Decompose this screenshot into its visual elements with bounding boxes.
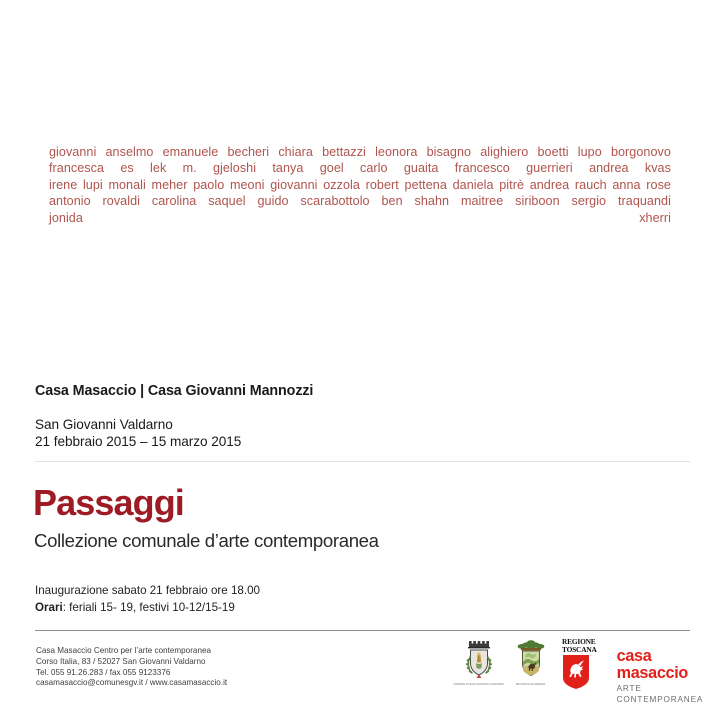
provincia-crest-icon bbox=[509, 638, 553, 682]
venue-location-block bbox=[35, 417, 241, 450]
artist-name: antonio rovaldi bbox=[49, 194, 140, 209]
artist-name: carlo guaita bbox=[360, 161, 439, 176]
hours-info bbox=[35, 599, 260, 616]
venue-city: San Giovanni Valdarno bbox=[35, 417, 173, 432]
artist-name: francesca es bbox=[49, 161, 134, 176]
artist-name: lek m. gjeloshi bbox=[150, 161, 257, 176]
divider-lower bbox=[35, 630, 690, 631]
casa-masaccio-wordmark: casa masaccio bbox=[616, 647, 689, 682]
hours-label: Orari bbox=[35, 601, 63, 614]
hours-value: : feriali 15- 19, festivi 10-12/15-19 bbox=[62, 601, 235, 614]
casa-masaccio-tagline: ARTE CONTEMPORANEA bbox=[616, 684, 704, 704]
contact-address: Corso Italia, 83 / 52027 San Giovanni Valdarno bbox=[36, 656, 206, 666]
venue-title: Casa Masaccio | Casa Giovanni Mannozzi bbox=[35, 383, 314, 399]
artist-name: andrea kvas bbox=[589, 161, 671, 176]
provincia-logo-caption: PROVINCIA DI AREZZO bbox=[516, 683, 546, 686]
artist-name: emanuele becheri bbox=[162, 145, 270, 159]
divider-upper bbox=[35, 461, 690, 462]
regione-toscana-line1: REGIONE bbox=[562, 637, 596, 646]
artist-name: sergio traquandi bbox=[571, 194, 671, 209]
artist-name: maitree siriboon bbox=[460, 194, 560, 209]
visit-info-block bbox=[35, 582, 260, 616]
comune-logo-caption: COMUNE DI SAN GIOVANNI VALDARNO bbox=[453, 683, 505, 686]
regione-toscana-line2: TOSCANA bbox=[562, 644, 597, 654]
comune-logo bbox=[453, 638, 505, 686]
artist-name: anna rose bbox=[612, 177, 671, 192]
exhibition-dates: 21 febbraio 2015 – 15 marzo 2015 bbox=[35, 433, 242, 449]
opening-info: Inaugurazione sabato 21 febbraio ore 18.00 bbox=[35, 584, 260, 597]
contact-phone: Tel. 055 91.26.283 / fax 055 9123376 bbox=[36, 667, 171, 677]
artist-name: giovanni anselmo bbox=[49, 145, 154, 159]
regione-toscana-logo bbox=[562, 638, 602, 690]
artist-name: tanya goel bbox=[272, 161, 344, 176]
artist-name: robert pettena bbox=[365, 177, 447, 192]
artist-name: alighiero boetti bbox=[480, 145, 569, 159]
artist-name: paolo meoni bbox=[193, 177, 265, 192]
artist-name: jonida xherri bbox=[49, 210, 671, 225]
casa-masaccio-logo bbox=[617, 638, 720, 705]
artist-name: andrea rauch bbox=[529, 177, 607, 192]
exhibition-title: Passaggi bbox=[33, 482, 184, 523]
artist-name: chiara bettazzi bbox=[278, 145, 366, 159]
pegasus-shield-icon bbox=[562, 654, 590, 690]
exhibition-subtitle: Collezione comunale d’arte contemporanea bbox=[34, 530, 379, 551]
artist-name: irene lupi monali meher bbox=[49, 177, 188, 192]
artist-name: daniela pitrè bbox=[452, 177, 524, 192]
contact-block bbox=[36, 646, 227, 689]
artist-name: carolina saquel bbox=[151, 194, 246, 209]
sponsor-logo-bar bbox=[453, 637, 720, 704]
provincia-logo bbox=[509, 638, 553, 686]
contact-organisation: Casa Masaccio Centro per l’arte contemporanea bbox=[36, 646, 212, 655]
artist-name: giovanni ozzola bbox=[270, 177, 360, 192]
contact-email-web: casamasaccio@comunesgv.it / www.casamasaccio.it bbox=[36, 678, 228, 688]
comune-crest-icon bbox=[457, 638, 501, 682]
artist-name: lupo borgonovo bbox=[577, 145, 671, 159]
artist-name: leonora bisagno bbox=[375, 145, 472, 159]
artist-name-list bbox=[49, 144, 671, 226]
artist-name: guido scarabottolo bbox=[257, 194, 370, 209]
artist-name: francesco guerrieri bbox=[454, 161, 573, 176]
artist-name: ben shahn bbox=[381, 194, 450, 209]
